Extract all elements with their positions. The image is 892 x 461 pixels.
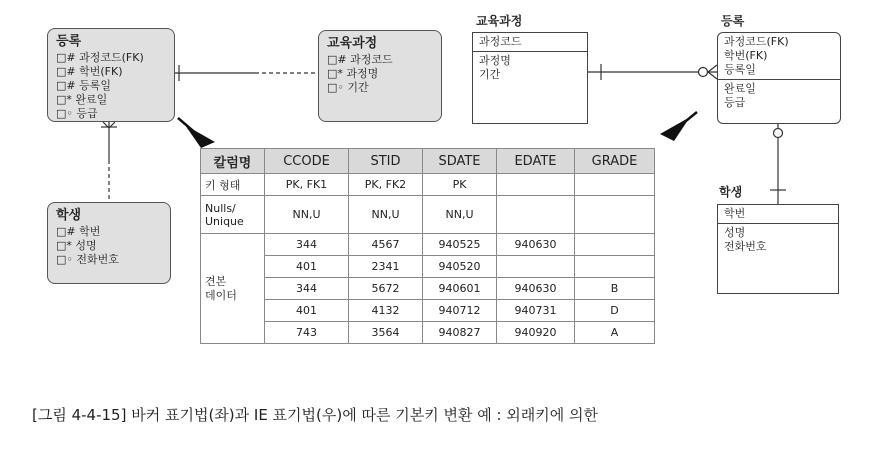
attribute: □# 학번: [56, 225, 101, 238]
table-cell: 3564: [349, 322, 423, 344]
attribute: □# 학번(FK): [56, 65, 123, 78]
ie-optional-circle: [699, 68, 708, 77]
key-attribute: 과정코드(FK): [724, 35, 789, 48]
key-section: [718, 205, 838, 224]
key-attribute: 학번: [724, 207, 746, 220]
table-cell: A: [575, 322, 655, 344]
attribute: □# 등록일: [56, 79, 111, 92]
entity-title: 등록: [56, 34, 82, 49]
attribute-section: [718, 224, 838, 256]
ie-enroll-entity: [717, 32, 841, 124]
key-transformation-table: [200, 148, 655, 344]
table-cell: 4132: [349, 300, 423, 322]
table-cell: [497, 256, 575, 278]
table-cell: [497, 174, 575, 196]
table-header-row: [201, 149, 655, 174]
key-attribute: 학번(FK): [724, 49, 768, 62]
attribute: 기간: [479, 68, 501, 81]
table-row: [201, 196, 655, 234]
attribute: □* 완료일: [56, 93, 108, 106]
column-header: SDATE: [423, 149, 497, 174]
table-cell: [575, 234, 655, 256]
table-row: [201, 174, 655, 196]
table-cell: 401: [265, 300, 349, 322]
table-cell: 940520: [423, 256, 497, 278]
barker-student-entity: [47, 202, 171, 284]
column-header: CCODE: [265, 149, 349, 174]
figure-caption: [그림 4-4-15] 바커 표기법(좌)과 IE 표기법(우)에 따른 기본키 변환 예 : 외래키에 의한: [32, 406, 599, 424]
table-cell: 5672: [349, 278, 423, 300]
table-cell: [575, 174, 655, 196]
table-cell: 401: [265, 256, 349, 278]
table-cell: D: [575, 300, 655, 322]
attribute-section: [473, 52, 587, 84]
table-cell: NN,U: [423, 196, 497, 234]
table-cell: [575, 256, 655, 278]
attribute: 과정명: [479, 54, 511, 67]
key-section: [718, 33, 840, 80]
attribute: □* 과정명: [327, 67, 379, 80]
ie-student-title: 학생: [719, 185, 743, 199]
table-cell: B: [575, 278, 655, 300]
table-cell: 4567: [349, 234, 423, 256]
row-label: 키 형태: [201, 174, 265, 196]
ie-student-entity: [717, 204, 839, 294]
table-cell: 940601: [423, 278, 497, 300]
table-cell: 743: [265, 322, 349, 344]
ie-course-title: 교육과정: [476, 14, 523, 28]
table-cell: [497, 196, 575, 234]
table-row: [201, 322, 655, 344]
table-cell: 344: [265, 278, 349, 300]
column-header: GRADE: [575, 149, 655, 174]
barker-enroll-entity: [47, 28, 175, 122]
attribute-section: [718, 80, 840, 112]
table-cell: [575, 196, 655, 234]
table-cell: 940525: [423, 234, 497, 256]
attribute: □◦ 기간: [327, 81, 369, 94]
table-cell: 2341: [349, 256, 423, 278]
table-cell: 940630: [497, 234, 575, 256]
ie-enroll-title: 등록: [721, 14, 745, 28]
attribute: □◦ 등급: [56, 107, 98, 120]
table-row: [201, 300, 655, 322]
ie-crowfoot-top: [708, 65, 717, 72]
table-row: [201, 234, 655, 256]
column-header: 칼럼명: [201, 149, 265, 174]
ie-course-entity: [472, 32, 588, 124]
attribute: 등급: [724, 96, 746, 109]
table-cell: 940731: [497, 300, 575, 322]
column-header: STID: [349, 149, 423, 174]
table-cell: NN,U: [265, 196, 349, 234]
table-row: [201, 256, 655, 278]
table-cell: PK: [423, 174, 497, 196]
table-row: [201, 278, 655, 300]
attribute: □◦ 전화번호: [56, 253, 119, 266]
attribute: □# 과정코드: [327, 53, 393, 66]
ie-crowfoot-bottom: [708, 72, 717, 79]
row-label: 견본 데이터: [201, 234, 265, 344]
attribute: □# 과정코드(FK): [56, 51, 144, 64]
table-cell: NN,U: [349, 196, 423, 234]
entity-title: 학생: [56, 208, 82, 223]
table-cell: 940630: [497, 278, 575, 300]
entity-title: 교육과정: [327, 36, 378, 51]
key-section: [473, 33, 587, 52]
attribute: □* 성명: [56, 239, 97, 252]
attribute: 성명: [724, 226, 746, 239]
column-header: EDATE: [497, 149, 575, 174]
barker-course-entity: [318, 30, 442, 122]
row-label: Nulls/ Unique: [201, 196, 265, 234]
table-cell: PK, FK1: [265, 174, 349, 196]
key-attribute: 과정코드: [479, 35, 522, 48]
attribute: 완료일: [724, 82, 756, 95]
table-cell: 940827: [423, 322, 497, 344]
table-cell: 940920: [497, 322, 575, 344]
key-attribute: 등록일: [724, 63, 756, 76]
table-cell: 940712: [423, 300, 497, 322]
ie-optional-circle-2: [774, 129, 783, 138]
table-cell: PK, FK2: [349, 174, 423, 196]
table-cell: 344: [265, 234, 349, 256]
attribute: 전화번호: [724, 240, 767, 253]
